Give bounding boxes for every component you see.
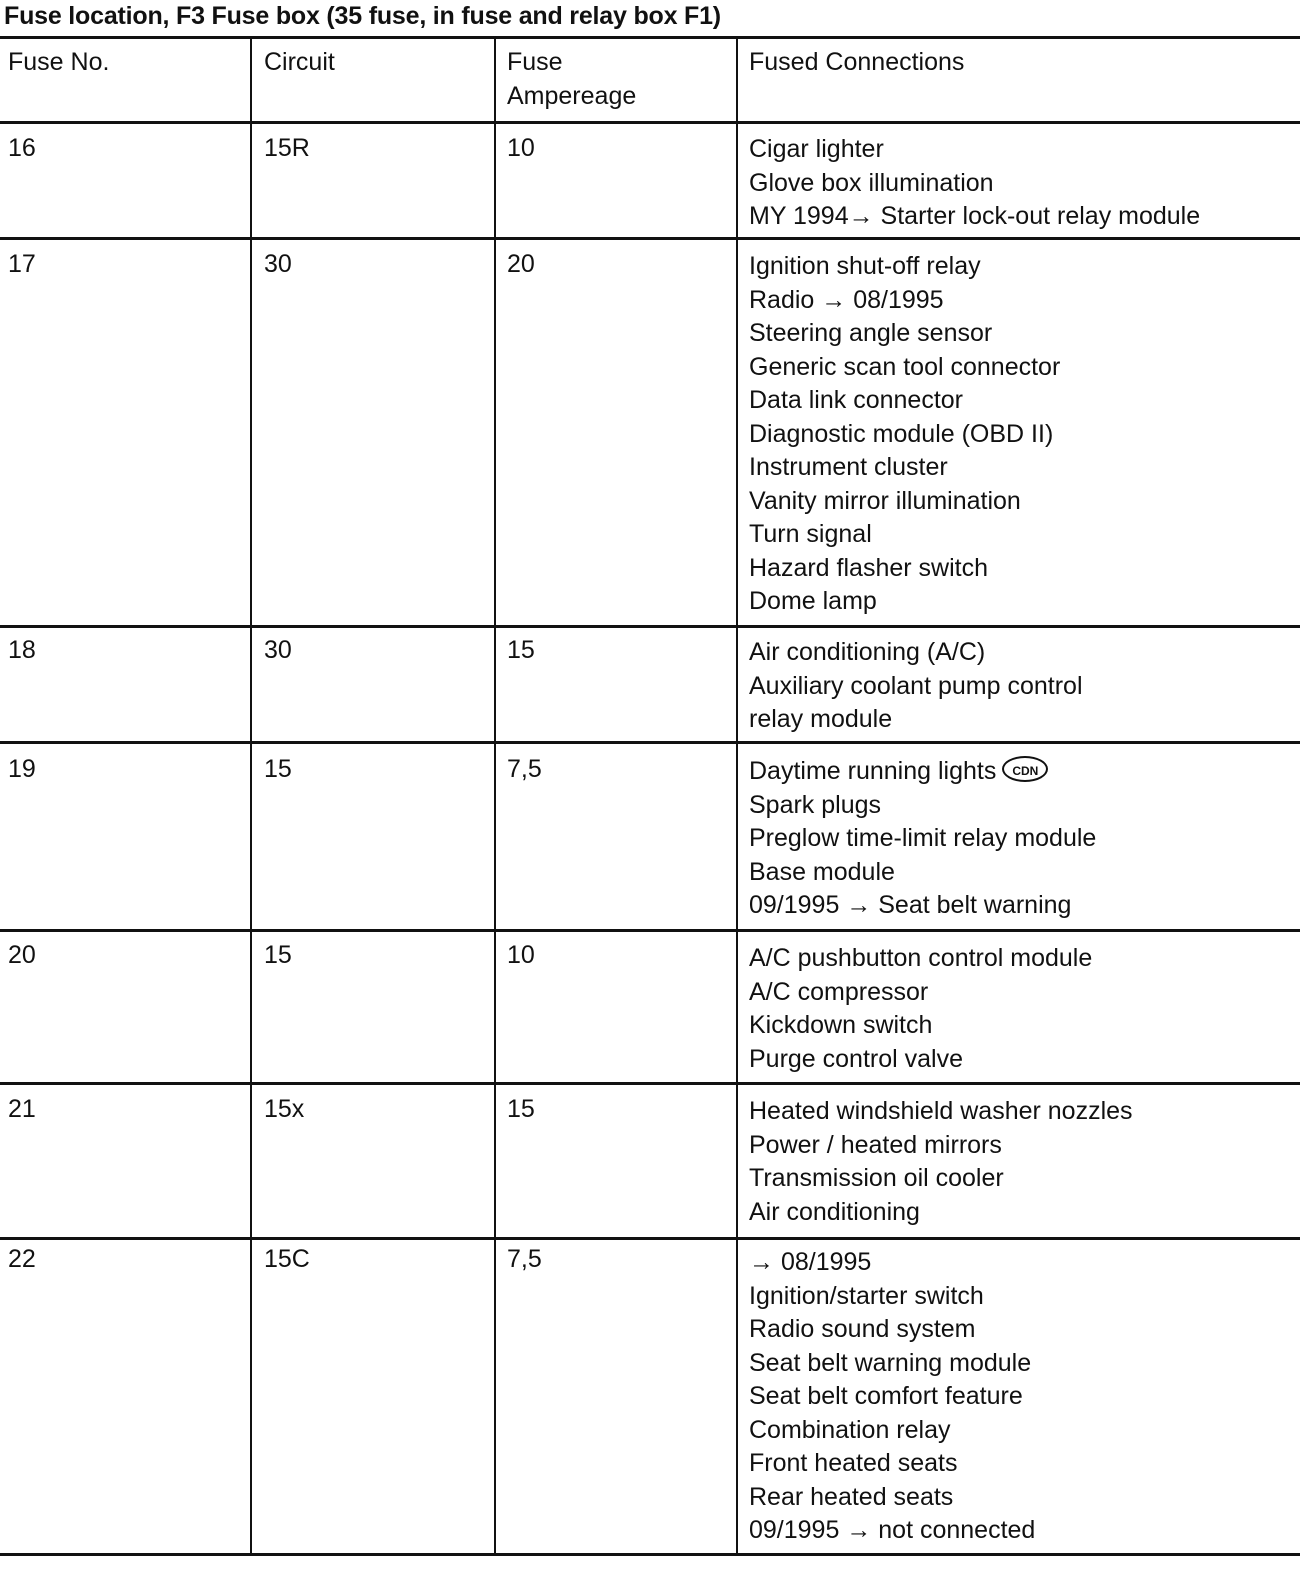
fuse-number: 19 (8, 755, 36, 783)
connections-list (749, 942, 1092, 1076)
circuit-value: 15 (264, 755, 292, 783)
connection-item: Steering angle sensor (749, 319, 993, 347)
row-rule (0, 1082, 1300, 1085)
ampereage-value: 10 (507, 941, 535, 969)
connection-item: Base module (749, 857, 895, 886)
circuit-value: 30 (264, 250, 292, 278)
connection-item: Air conditioning (749, 1197, 920, 1226)
page-title: Fuse location, F3 Fuse box (35 fuse, in fuse and relay box F1) (4, 2, 721, 30)
circuit-value: 15 (264, 941, 292, 969)
ampereage-value: 10 (507, 134, 535, 162)
connection-item: Ignition/starter switch (749, 1281, 984, 1310)
fuse-number: 17 (8, 250, 36, 278)
ampereage-value: 20 (507, 250, 535, 278)
row-rule (0, 741, 1300, 744)
connection-item: Combination relay (749, 1415, 951, 1444)
connection-item: Radio sound system (749, 1315, 976, 1343)
connection-item: Power / heated mirrors (749, 1130, 1002, 1159)
header-ampereage (507, 46, 636, 113)
connection-item: MY 1994→ Starter lock-out relay module (749, 202, 1201, 230)
connection-item: Vanity mirror illumination (749, 486, 1021, 515)
circuit-value: 30 (264, 636, 292, 664)
connection-item: Kickdown switch (749, 1011, 933, 1039)
ampereage-value: 15 (507, 1095, 535, 1123)
circuit-value: 15C (264, 1245, 310, 1273)
fuse-table (0, 36, 1300, 1576)
column-divider (250, 36, 252, 1556)
connection-item: Auxiliary coolant pump control (749, 671, 1083, 700)
connection-item: Cigar lighter (749, 135, 884, 163)
column-divider (494, 36, 496, 1556)
connection-item: Rear heated seats (749, 1482, 954, 1511)
connection-item: Dome lamp (749, 587, 877, 615)
row-rule (0, 1237, 1300, 1240)
connection-item: relay module (749, 705, 893, 733)
row-rule (0, 237, 1300, 240)
connection-item: Seat belt comfort feature (749, 1382, 1023, 1410)
connection-text: Daytime running lights (749, 757, 997, 785)
connection-item: Data link connector (749, 386, 964, 414)
connection-item: Glove box illumination (749, 168, 994, 197)
circuit-value: 15x (264, 1095, 305, 1123)
connection-item: → 08/1995 (749, 1248, 872, 1276)
connections-list (749, 1095, 1133, 1229)
connection-item: Preglow time-limit relay module (749, 824, 1097, 852)
header-rule (0, 121, 1300, 124)
fuse-number: 22 (8, 1245, 36, 1273)
fuse-number: 20 (8, 941, 36, 969)
header-fuse-no: Fuse No. (8, 48, 110, 76)
connection-item: Heated windshield washer nozzles (749, 1097, 1133, 1125)
fuse-number: 18 (8, 636, 36, 664)
connections-list (749, 636, 1083, 737)
connection-item: Purge control valve (749, 1044, 964, 1073)
header-ampereage-line2: Ampereage (507, 81, 637, 110)
cdn-badge-icon: CDN (1002, 756, 1048, 782)
connections-list (749, 1246, 1035, 1548)
connection-item: 09/1995 → not connected (749, 1516, 1036, 1544)
connection-item: Transmission oil cooler (749, 1164, 1004, 1192)
header-circuit: Circuit (264, 48, 335, 76)
table-top-rule (0, 36, 1300, 39)
connection-item: Front heated seats (749, 1449, 958, 1477)
row-rule (0, 929, 1300, 932)
connection-item: Radio → 08/1995 (749, 285, 944, 314)
table-bottom-rule (0, 1553, 1300, 1556)
header-ampereage-line1: Fuse (507, 48, 563, 76)
connections-list (749, 250, 1060, 619)
connection-item: Hazard flasher switch (749, 553, 988, 582)
connection-item: Diagnostic module (OBD II) (749, 419, 1054, 448)
row-rule (0, 625, 1300, 628)
connection-item: A/C compressor (749, 977, 929, 1006)
connection-item: Seat belt warning module (749, 1348, 1032, 1377)
column-divider (736, 36, 738, 1556)
connection-item (749, 755, 1096, 789)
connection-item: Air conditioning (A/C) (749, 638, 986, 666)
ampereage-value: 7,5 (507, 755, 542, 783)
connections-list (749, 133, 1200, 234)
connection-item: Turn signal (749, 520, 872, 548)
connection-item: Ignition shut-off relay (749, 252, 981, 280)
connection-item: Generic scan tool connector (749, 352, 1061, 381)
connection-item: Instrument cluster (749, 453, 948, 481)
connections-list (749, 755, 1096, 923)
fuse-number: 16 (8, 134, 36, 162)
fuse-number: 21 (8, 1095, 36, 1123)
ampereage-value: 7,5 (507, 1245, 542, 1273)
header-connections: Fused Connections (749, 48, 965, 76)
connection-item: Spark plugs (749, 790, 882, 819)
connection-item: 09/1995 → Seat belt warning (749, 891, 1072, 919)
circuit-value: 15R (264, 134, 310, 162)
connection-item: A/C pushbutton control module (749, 944, 1093, 972)
ampereage-value: 15 (507, 636, 535, 664)
